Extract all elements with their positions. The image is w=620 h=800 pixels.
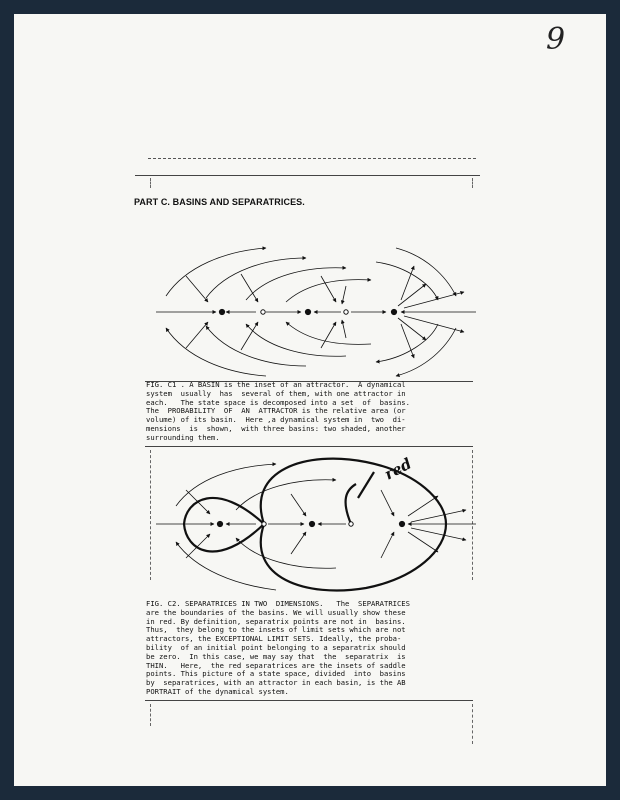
saddle-point-1 (261, 310, 265, 314)
bottom-left-cut-mark (150, 704, 151, 726)
right-cut-mark (472, 178, 473, 188)
bottom-rule (145, 700, 473, 701)
caption2-line: PORTRAIT of the dynamical system. (146, 686, 289, 696)
figure-c2-separatrices (146, 450, 476, 600)
attractor-point-3 (391, 309, 396, 314)
left-separatrix (184, 498, 264, 552)
c2-attractor-2 (309, 521, 314, 526)
caption2-line: be zero. In this case, we may say that the separatrix is (146, 651, 406, 661)
attractor-point-2 (305, 309, 310, 314)
bottom-right-cut-mark (472, 704, 473, 744)
caption1-line: mensions is shown, with three basins: two shaded, another (146, 423, 406, 433)
c2-attractor-1 (217, 521, 222, 526)
c2-attractor-3 (399, 521, 404, 526)
section-heading: PART C. BASINS AND SEPARATRICES. (134, 197, 305, 207)
caption2-line: attractors, the EXCEPTIONAL LIMIT SETS. Ideally, the proba- (146, 634, 402, 644)
left-cut-mark (150, 178, 151, 188)
caption2-line: by separatrices, with an attractor in each basin, is the AB (146, 678, 406, 688)
handwritten-red-note: red (381, 454, 415, 484)
caption2-line: in red. By definition, separatrix points are not in basins. (146, 616, 406, 626)
inner-separatrix (346, 484, 356, 524)
page-number: 9 (546, 22, 566, 57)
caption1-line: surrounding them. (146, 432, 220, 442)
caption2-line: THIN. Here, the red separatrices are the insets of saddle (146, 660, 406, 670)
figure-c2-caption (146, 600, 474, 697)
caption2-line: Thus, they belong to the insets of limit sets which are not (146, 625, 406, 635)
red-pointer-arrow (358, 472, 374, 498)
c2-saddle-2 (349, 522, 353, 526)
caption1-line: volume) of its basin. Here ,a dynamical system in two di- (146, 415, 406, 425)
attractor-point-1 (219, 309, 224, 314)
c2-saddle-1 (262, 522, 266, 526)
caption1-line: system usually has several of them, with one attractor in (146, 388, 406, 398)
figure-c1-caption (146, 381, 474, 443)
caption1-line: FIG. C1 . A BASIN is the inset of an attractor. A dynamical (146, 380, 406, 389)
figure-c1-phase-portrait (146, 236, 476, 386)
saddle-point-2 (344, 310, 348, 314)
caption2-line: points. This picture of a state space, divided into basins (146, 669, 406, 679)
top-dashed-rule (148, 158, 476, 159)
caption2-line: are the boundaries of the basins. We will usually show these (146, 607, 406, 617)
caption2-line: bility of an initial point belonging to a separatrix should (146, 642, 406, 652)
between-figures-rule (145, 446, 473, 447)
top-solid-rule (135, 175, 480, 176)
caption1-line: each. The state space is decomposed into a set of basins. (146, 397, 410, 407)
caption2-line: FIG. C2. SEPARATRICES IN TWO DIMENSIONS. The SEPARATRICES (146, 599, 410, 608)
caption1-line: The PROBABILITY OF AN ATTRACTOR is the relative area (or (146, 406, 406, 416)
